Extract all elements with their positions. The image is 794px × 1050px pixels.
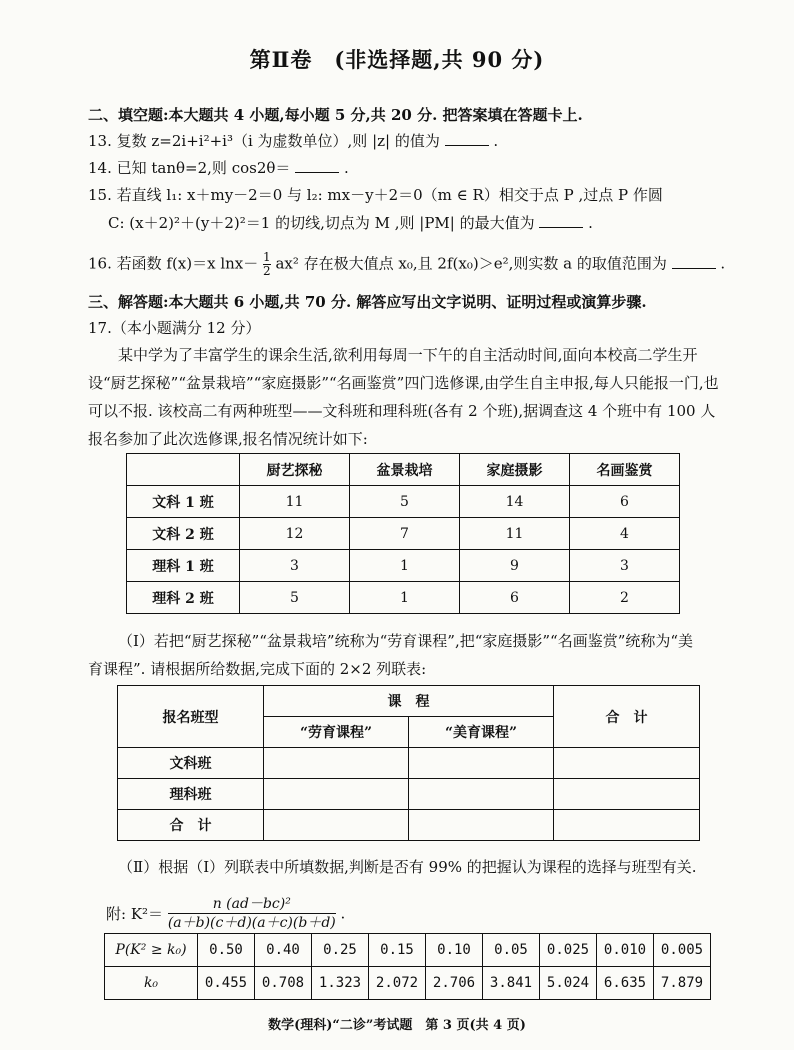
answer-blank: [295, 158, 339, 173]
table-row: [118, 810, 700, 841]
table-cell: 6: [570, 486, 680, 518]
table-cell: 0.708: [255, 967, 312, 1000]
question-17-intro: 某中学为了丰富学生的课余生活,欲利用每周一下午的自主活动时间,面向本校高二学生开设“厨艺探秘”“盆景栽培”“家庭摄影”“名画鉴赏”四门选修课,由学生自主申报,每人只能报一门,也可以不报. 该校高二有两种班型——文科班和理科班(各有 2 个班),据调查这 4 个班中有 100 人报名参加了此次选修课,报名情况统计如下:: [88, 346, 719, 448]
table-row: [105, 967, 711, 1000]
row-label: 理科 2 班: [127, 582, 240, 614]
half-fraction: [263, 251, 271, 278]
answer-blank: [539, 213, 583, 228]
table-cell: 1.323: [312, 967, 369, 1000]
row-label: 理科 1 班: [127, 550, 240, 582]
table-row: [127, 582, 680, 614]
empty-cell: [554, 810, 700, 841]
question-14-text: 14. 已知 tanθ=2,则 cos2θ＝: [88, 159, 291, 177]
solve-heading: 三、解答题:本大题共 6 小题,共 70 分. 解答应写出文字说明、证明过程或演算步骤.: [88, 293, 647, 311]
table-cell: 6: [460, 582, 570, 614]
empty-cell: [554, 748, 700, 779]
table-cell: 5.024: [540, 967, 597, 1000]
row-label: 合 计: [118, 810, 264, 841]
table-row: [127, 550, 680, 582]
mei-header-cell: “美育课程”: [409, 717, 554, 748]
table-cell: 14: [460, 486, 570, 518]
empty-cell: [264, 779, 409, 810]
table-row: [127, 518, 680, 550]
table-header-row: [118, 686, 700, 717]
table-cell: 0.455: [198, 967, 255, 1000]
table-cell: 7.879: [654, 967, 711, 1000]
section-title: 第Ⅱ卷 (非选择题,共 90 分): [249, 47, 545, 72]
table-cell: 4: [570, 518, 680, 550]
table-row: [105, 934, 711, 967]
table-cell: 0.15: [369, 934, 426, 967]
question-13: 13. 复数 z=2i+i²+i³（i 为虚数单位）,则 |z| 的值为 .: [88, 132, 499, 150]
table-row: [127, 486, 680, 518]
table-header-cell: 家庭摄影: [460, 454, 570, 486]
table-cell: 9: [460, 550, 570, 582]
answer-blank: [445, 131, 489, 146]
empty-cell: [409, 779, 554, 810]
table-cell: 5: [350, 486, 460, 518]
row-label: 文科 1 班: [127, 486, 240, 518]
fill-heading: 二、填空题:本大题共 4 小题,每小题 5 分,共 20 分. 把答案填在答题卡上.: [88, 106, 583, 124]
empty-cell: [264, 810, 409, 841]
part-2-text: （Ⅱ）根据（Ⅰ）列联表中所填数据,判断是否有 99% 的把握认为课程的选择与班型有关.: [118, 858, 697, 876]
question-15-text: C: (x＋2)²＋(y＋2)²＝1 的切线,切点为 M ,则 |PM| 的最大值为: [108, 214, 535, 232]
question-13-text: 13. 复数 z=2i+i²+i³（i 为虚数单位）,则 |z| 的值为: [88, 132, 440, 150]
question-15-line1: 15. 若直线 l₁: x＋my－2＝0 与 l₂: mx－y＋2＝0（m ∈ R）相交于点 P ,过点 P 作圆: [88, 186, 663, 204]
table-header-row: [127, 454, 680, 486]
lao-header-cell: “劳育课程”: [264, 717, 409, 748]
table-cell: 3: [570, 550, 680, 582]
table-cell: 11: [460, 518, 570, 550]
question-16-text-b: ax² 存在极大值点 x₀,且 2f(x₀)＞e²,则实数 a 的取值范围为: [275, 254, 667, 273]
table-row: [118, 748, 700, 779]
row-label: 理科班: [118, 779, 264, 810]
formula: 附: K²＝ $\frac{\text{n (ad－bc)²}}{(a+b)(c+d)(a+c)(b+d)}$ .: [106, 896, 346, 931]
formula-prefix: 附: K²＝: [106, 905, 164, 923]
table-row: [118, 779, 700, 810]
part-1-text: （Ⅰ）若把“厨艺探秘”“盆景栽培”统称为“劳育课程”,把“家庭摄影”“名画鉴赏”统称为“美育课程”. 请根据所给数据,完成下面的 2×2 列联表:: [88, 632, 694, 678]
row-label: 文科班: [118, 748, 264, 779]
table-cell: 7: [350, 518, 460, 550]
table-cell: 1: [350, 550, 460, 582]
row-label: 文科 2 班: [127, 518, 240, 550]
empty-cell: [554, 779, 700, 810]
empty-cell: [264, 748, 409, 779]
row-label: k₀: [105, 967, 198, 1000]
table-cell: 0.10: [426, 934, 483, 967]
contingency-table: [117, 685, 700, 841]
table-cell: 0.40: [255, 934, 312, 967]
table-cell: 2: [570, 582, 680, 614]
table-cell: 0.25: [312, 934, 369, 967]
table-header-cell: 厨艺探秘: [240, 454, 350, 486]
table-cell: 3.841: [483, 967, 540, 1000]
table-cell: 0.025: [540, 934, 597, 967]
enrollment-table: [126, 453, 680, 614]
table-cell: 2.072: [369, 967, 426, 1000]
table-cell: 3: [240, 550, 350, 582]
row-header-cell: 报名班型: [118, 686, 264, 748]
table-header-cell: 名画鉴赏: [570, 454, 680, 486]
table-cell: 12: [240, 518, 350, 550]
table-header-cell: [127, 454, 240, 486]
table-cell: 0.05: [483, 934, 540, 967]
table-cell: 0.005: [654, 934, 711, 967]
critical-value-table: [104, 933, 711, 1000]
question-15-line2: C: (x＋2)²＋(y＋2)²＝1 的切线,切点为 M ,则 |PM| 的最大值为 .: [108, 214, 593, 232]
table-cell: 1: [350, 582, 460, 614]
table-cell: 5: [240, 582, 350, 614]
table-cell: 6.635: [597, 967, 654, 1000]
row-label: P(K² ≥ k₀): [105, 934, 198, 967]
answer-blank: [672, 254, 716, 269]
empty-cell: [409, 748, 554, 779]
empty-cell: [409, 810, 554, 841]
half-numerator: 1: [263, 250, 271, 264]
table-cell: 2.706: [426, 967, 483, 1000]
table-cell: 0.50: [198, 934, 255, 967]
total-header-cell: 合 计: [554, 686, 700, 748]
formula-fraction: [168, 895, 336, 932]
course-header-cell: 课 程: [264, 686, 554, 717]
formula-denominator: (a＋b)(c＋d)(a＋c)(b＋d): [167, 915, 336, 931]
page-footer: 数学(理科)“二诊”考试题 第 3 页(共 4 页): [268, 1018, 526, 1033]
table-header-cell: 盆景栽培: [350, 454, 460, 486]
formula-numerator: n (ad－bc)²: [168, 895, 336, 914]
half-denominator: 2: [263, 264, 271, 278]
question-16-text-a: 16. 若函数 f(x)＝x lnx－: [88, 254, 259, 273]
table-cell: 0.010: [597, 934, 654, 967]
question-14: 14. 已知 tanθ=2,则 cos2θ＝ .: [88, 159, 349, 177]
question-17-head: 17.（本小题满分 12 分）: [88, 319, 261, 337]
table-cell: 11: [240, 486, 350, 518]
question-16: 16. 若函数 f(x)＝x lnx－ $\frac{1}{2}$ ax² 存在极大值点 x₀,且 2f(x₀)＞e²,则实数 a 的取值范围为 .: [88, 250, 726, 278]
